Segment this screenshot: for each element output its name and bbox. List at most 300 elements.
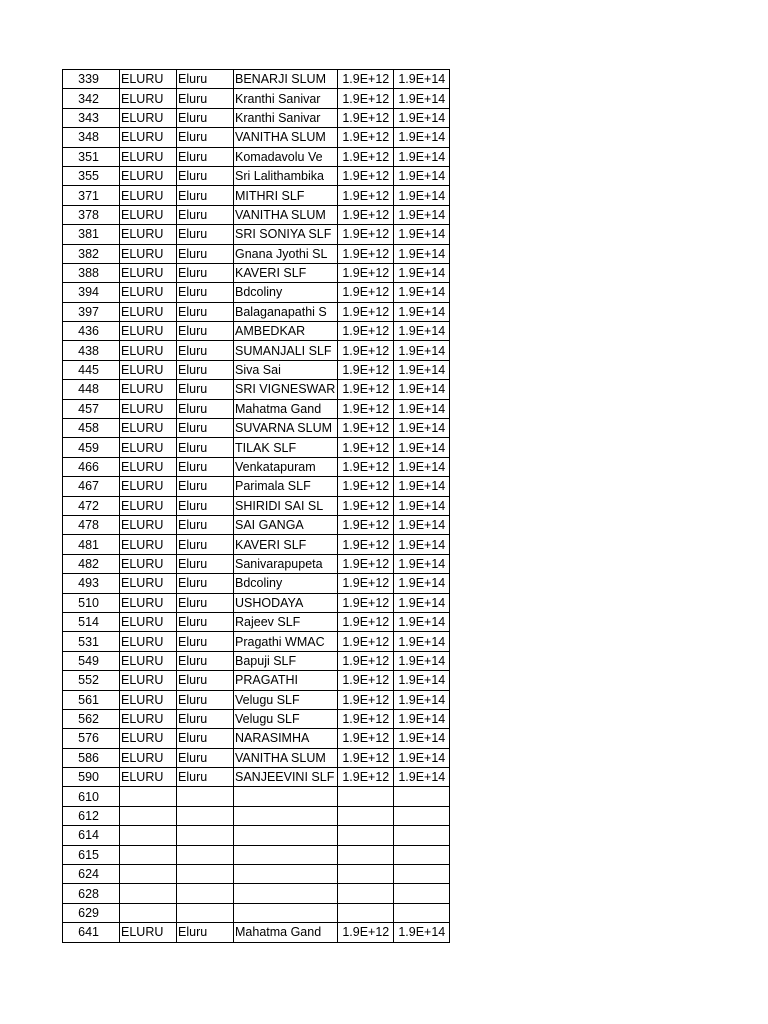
cell-mandal[interactable]: Eluru	[177, 147, 234, 166]
cell-value-2[interactable]: 1.9E+14	[394, 128, 450, 147]
cell-value-1[interactable]: 1.9E+12	[338, 574, 394, 593]
cell-value-1[interactable]: 1.9E+12	[338, 923, 394, 942]
cell-group-name[interactable]	[234, 865, 338, 884]
cell-group-name[interactable]: Pragathi WMAC	[234, 632, 338, 651]
cell-value-2[interactable]: 1.9E+14	[394, 244, 450, 263]
cell-value-1[interactable]: 1.9E+12	[338, 147, 394, 166]
cell-group-name[interactable]: SRI VIGNESWAR	[234, 380, 338, 399]
cell-id[interactable]: 590	[63, 768, 120, 787]
cell-value-1[interactable]: 1.9E+12	[338, 225, 394, 244]
cell-value-1[interactable]	[338, 826, 394, 845]
cell-value-2[interactable]: 1.9E+14	[394, 515, 450, 534]
cell-value-2[interactable]: 1.9E+14	[394, 302, 450, 321]
cell-value-1[interactable]: 1.9E+12	[338, 419, 394, 438]
cell-district[interactable]: ELURU	[120, 341, 177, 360]
cell-mandal[interactable]: Eluru	[177, 554, 234, 573]
cell-value-1[interactable]: 1.9E+12	[338, 186, 394, 205]
cell-group-name[interactable]: PRAGATHI	[234, 671, 338, 690]
cell-district[interactable]: ELURU	[120, 477, 177, 496]
cell-value-2[interactable]: 1.9E+14	[394, 632, 450, 651]
cell-id[interactable]: 378	[63, 205, 120, 224]
cell-value-2[interactable]	[394, 806, 450, 825]
cell-group-name[interactable]: KAVERI SLF	[234, 263, 338, 282]
cell-value-2[interactable]: 1.9E+14	[394, 322, 450, 341]
cell-value-2[interactable]: 1.9E+14	[394, 671, 450, 690]
cell-value-1[interactable]: 1.9E+12	[338, 593, 394, 612]
table-row	[63, 322, 450, 341]
cell-mandal[interactable]: Eluru	[177, 515, 234, 534]
cell-district[interactable]	[120, 845, 177, 864]
cell-id[interactable]: 549	[63, 651, 120, 670]
cell-mandal[interactable]	[177, 865, 234, 884]
cell-mandal[interactable]: Eluru	[177, 535, 234, 554]
cell-mandal[interactable]: Eluru	[177, 438, 234, 457]
cell-value-2[interactable]	[394, 865, 450, 884]
cell-value-2[interactable]	[394, 903, 450, 922]
cell-group-name[interactable]: SAI GANGA	[234, 515, 338, 534]
cell-value-2[interactable]: 1.9E+14	[394, 535, 450, 554]
table-row	[63, 205, 450, 224]
cell-group-name[interactable]: Kranthi Sanivar	[234, 89, 338, 108]
cell-id[interactable]: 482	[63, 554, 120, 573]
cell-group-name[interactable]: Kranthi Sanivar	[234, 108, 338, 127]
cell-mandal[interactable]: Eluru	[177, 574, 234, 593]
cell-group-name[interactable]: Balaganapathi S	[234, 302, 338, 321]
cell-value-2[interactable]: 1.9E+14	[394, 612, 450, 631]
cell-district[interactable]: ELURU	[120, 768, 177, 787]
cell-id[interactable]: 339	[63, 70, 120, 89]
cell-group-name[interactable]: VANITHA SLUM	[234, 128, 338, 147]
cell-group-name[interactable]: Bdcoliny	[234, 574, 338, 593]
cell-district[interactable]: ELURU	[120, 748, 177, 767]
cell-value-2[interactable]: 1.9E+14	[394, 457, 450, 476]
cell-mandal[interactable]: Eluru	[177, 748, 234, 767]
cell-id[interactable]: 348	[63, 128, 120, 147]
cell-id[interactable]: 629	[63, 903, 120, 922]
cell-id[interactable]: 343	[63, 108, 120, 127]
cell-mandal[interactable]: Eluru	[177, 225, 234, 244]
cell-value-1[interactable]: 1.9E+12	[338, 128, 394, 147]
cell-value-1[interactable]: 1.9E+12	[338, 632, 394, 651]
cell-value-2[interactable]: 1.9E+14	[394, 341, 450, 360]
cell-value-2[interactable]: 1.9E+14	[394, 923, 450, 942]
cell-district[interactable]	[120, 903, 177, 922]
cell-district[interactable]: ELURU	[120, 651, 177, 670]
cell-mandal[interactable]: Eluru	[177, 341, 234, 360]
table-row	[63, 89, 450, 108]
cell-id[interactable]: 342	[63, 89, 120, 108]
table-row	[63, 225, 450, 244]
cell-district[interactable]: ELURU	[120, 419, 177, 438]
cell-value-1[interactable]: 1.9E+12	[338, 477, 394, 496]
cell-id[interactable]: 457	[63, 399, 120, 418]
cell-value-1[interactable]: 1.9E+12	[338, 496, 394, 515]
cell-mandal[interactable]: Eluru	[177, 322, 234, 341]
cell-id[interactable]: 614	[63, 826, 120, 845]
cell-id[interactable]: 445	[63, 360, 120, 379]
cell-id[interactable]: 610	[63, 787, 120, 806]
cell-value-1[interactable]: 1.9E+12	[338, 535, 394, 554]
cell-value-2[interactable]: 1.9E+14	[394, 225, 450, 244]
cell-district[interactable]: ELURU	[120, 89, 177, 108]
cell-mandal[interactable]: Eluru	[177, 360, 234, 379]
cell-mandal[interactable]	[177, 787, 234, 806]
cell-id[interactable]: 466	[63, 457, 120, 476]
cell-district[interactable]: ELURU	[120, 632, 177, 651]
cell-group-name[interactable]: Velugu SLF	[234, 709, 338, 728]
cell-value-1[interactable]: 1.9E+12	[338, 205, 394, 224]
cell-district[interactable]: ELURU	[120, 380, 177, 399]
cell-value-2[interactable]: 1.9E+14	[394, 89, 450, 108]
cell-value-2[interactable]: 1.9E+14	[394, 147, 450, 166]
cell-group-name[interactable]: SRI SONIYA SLF	[234, 225, 338, 244]
cell-group-name[interactable]: Venkatapuram	[234, 457, 338, 476]
cell-value-1[interactable]: 1.9E+12	[338, 166, 394, 185]
cell-group-name[interactable]: Rajeev SLF	[234, 612, 338, 631]
cell-district[interactable]: ELURU	[120, 205, 177, 224]
cell-id[interactable]: 448	[63, 380, 120, 399]
cell-value-1[interactable]	[338, 806, 394, 825]
cell-id[interactable]: 458	[63, 419, 120, 438]
cell-value-1[interactable]: 1.9E+12	[338, 108, 394, 127]
cell-value-2[interactable]: 1.9E+14	[394, 438, 450, 457]
cell-group-name[interactable]: Velugu SLF	[234, 690, 338, 709]
cell-mandal[interactable]: Eluru	[177, 593, 234, 612]
table-row	[63, 515, 450, 534]
cell-id[interactable]: 459	[63, 438, 120, 457]
table-row	[63, 341, 450, 360]
cell-group-name[interactable]: Komadavolu Ve	[234, 147, 338, 166]
cell-group-name[interactable]: Mahatma Gand	[234, 399, 338, 418]
cell-id[interactable]: 438	[63, 341, 120, 360]
cell-id[interactable]: 397	[63, 302, 120, 321]
cell-value-1[interactable]: 1.9E+12	[338, 89, 394, 108]
cell-mandal[interactable]: Eluru	[177, 166, 234, 185]
cell-id[interactable]: 576	[63, 729, 120, 748]
cell-id[interactable]: 382	[63, 244, 120, 263]
cell-id[interactable]: 628	[63, 884, 120, 903]
table-row	[63, 612, 450, 631]
cell-district[interactable]: ELURU	[120, 671, 177, 690]
cell-value-1[interactable]	[338, 845, 394, 864]
cell-value-1[interactable]: 1.9E+12	[338, 322, 394, 341]
cell-id[interactable]: 562	[63, 709, 120, 728]
table-row	[63, 186, 450, 205]
cell-group-name[interactable]: SHIRIDI SAI SL	[234, 496, 338, 515]
cell-group-name[interactable]: Bapuji SLF	[234, 651, 338, 670]
cell-district[interactable]: ELURU	[120, 322, 177, 341]
cell-mandal[interactable]: Eluru	[177, 283, 234, 302]
cell-group-name[interactable]: KAVERI SLF	[234, 535, 338, 554]
cell-district[interactable]: ELURU	[120, 574, 177, 593]
cell-value-2[interactable]: 1.9E+14	[394, 186, 450, 205]
cell-district[interactable]: ELURU	[120, 147, 177, 166]
cell-id[interactable]: 371	[63, 186, 120, 205]
cell-value-2[interactable]	[394, 826, 450, 845]
cell-value-1[interactable]: 1.9E+12	[338, 748, 394, 767]
table-row	[63, 108, 450, 127]
cell-mandal[interactable]: Eluru	[177, 477, 234, 496]
cell-value-2[interactable]: 1.9E+14	[394, 263, 450, 282]
cell-id[interactable]: 531	[63, 632, 120, 651]
cell-value-1[interactable]	[338, 865, 394, 884]
cell-id[interactable]: 351	[63, 147, 120, 166]
cell-mandal[interactable]: Eluru	[177, 380, 234, 399]
cell-value-2[interactable]: 1.9E+14	[394, 690, 450, 709]
cell-id[interactable]: 436	[63, 322, 120, 341]
cell-group-name[interactable]	[234, 787, 338, 806]
cell-group-name[interactable]: SANJEEVINI SLF	[234, 768, 338, 787]
cell-district[interactable]	[120, 865, 177, 884]
cell-group-name[interactable]: SUVARNA SLUM	[234, 419, 338, 438]
cell-mandal[interactable]	[177, 903, 234, 922]
cell-district[interactable]: ELURU	[120, 729, 177, 748]
cell-value-1[interactable]	[338, 787, 394, 806]
table-row	[63, 438, 450, 457]
cell-id[interactable]: 381	[63, 225, 120, 244]
cell-value-2[interactable]: 1.9E+14	[394, 768, 450, 787]
cell-group-name[interactable]: VANITHA SLUM	[234, 748, 338, 767]
cell-group-name[interactable]: SUMANJALI SLF	[234, 341, 338, 360]
cell-value-1[interactable]	[338, 903, 394, 922]
cell-mandal[interactable]: Eluru	[177, 923, 234, 942]
cell-group-name[interactable]: AMBEDKAR	[234, 322, 338, 341]
cell-mandal[interactable]: Eluru	[177, 419, 234, 438]
cell-district[interactable]: ELURU	[120, 263, 177, 282]
cell-mandal[interactable]: Eluru	[177, 70, 234, 89]
cell-mandal[interactable]: Eluru	[177, 186, 234, 205]
table-row	[63, 748, 450, 767]
cell-value-1[interactable]: 1.9E+12	[338, 283, 394, 302]
cell-id[interactable]: 612	[63, 806, 120, 825]
table-row	[63, 806, 450, 825]
cell-mandal[interactable]: Eluru	[177, 768, 234, 787]
cell-value-2[interactable]: 1.9E+14	[394, 574, 450, 593]
cell-id[interactable]: 624	[63, 865, 120, 884]
cell-mandal[interactable]: Eluru	[177, 496, 234, 515]
cell-group-name[interactable]: Parimala SLF	[234, 477, 338, 496]
cell-mandal[interactable]: Eluru	[177, 690, 234, 709]
table-row	[63, 884, 450, 903]
cell-value-1[interactable]: 1.9E+12	[338, 70, 394, 89]
cell-id[interactable]: 472	[63, 496, 120, 515]
cell-id[interactable]: 394	[63, 283, 120, 302]
cell-value-1[interactable]: 1.9E+12	[338, 612, 394, 631]
cell-district[interactable]: ELURU	[120, 399, 177, 418]
cell-mandal[interactable]: Eluru	[177, 263, 234, 282]
cell-id[interactable]: 641	[63, 923, 120, 942]
table-row	[63, 729, 450, 748]
cell-mandal[interactable]: Eluru	[177, 651, 234, 670]
cell-id[interactable]: 552	[63, 671, 120, 690]
cell-value-1[interactable]: 1.9E+12	[338, 399, 394, 418]
cell-mandal[interactable]: Eluru	[177, 128, 234, 147]
cell-mandal[interactable]: Eluru	[177, 89, 234, 108]
cell-mandal[interactable]: Eluru	[177, 632, 234, 651]
cell-group-name[interactable]: VANITHA SLUM	[234, 205, 338, 224]
cell-value-2[interactable]: 1.9E+14	[394, 709, 450, 728]
cell-district[interactable]: ELURU	[120, 360, 177, 379]
cell-group-name[interactable]	[234, 845, 338, 864]
cell-id[interactable]: 615	[63, 845, 120, 864]
cell-value-1[interactable]	[338, 884, 394, 903]
cell-id[interactable]: 388	[63, 263, 120, 282]
cell-group-name[interactable]: Mahatma Gand	[234, 923, 338, 942]
cell-district[interactable]: ELURU	[120, 186, 177, 205]
cell-mandal[interactable]: Eluru	[177, 671, 234, 690]
table-row	[63, 419, 450, 438]
cell-value-2[interactable]: 1.9E+14	[394, 554, 450, 573]
cell-group-name[interactable]: USHODAYA	[234, 593, 338, 612]
cell-value-2[interactable]: 1.9E+14	[394, 70, 450, 89]
cell-district[interactable]: ELURU	[120, 709, 177, 728]
cell-id[interactable]: 481	[63, 535, 120, 554]
cell-group-name[interactable]	[234, 903, 338, 922]
cell-group-name[interactable]	[234, 884, 338, 903]
cell-id[interactable]: 493	[63, 574, 120, 593]
cell-group-name[interactable]: Sanivarapupeta	[234, 554, 338, 573]
table-row	[63, 70, 450, 89]
cell-value-2[interactable]	[394, 845, 450, 864]
cell-district[interactable]: ELURU	[120, 128, 177, 147]
cell-value-2[interactable]: 1.9E+14	[394, 496, 450, 515]
cell-value-1[interactable]: 1.9E+12	[338, 671, 394, 690]
cell-district[interactable]: ELURU	[120, 70, 177, 89]
cell-group-name[interactable]: NARASIMHA	[234, 729, 338, 748]
cell-group-name[interactable]: TILAK SLF	[234, 438, 338, 457]
cell-mandal[interactable]	[177, 806, 234, 825]
spreadsheet-table	[62, 69, 450, 943]
cell-value-2[interactable]: 1.9E+14	[394, 380, 450, 399]
cell-value-1[interactable]: 1.9E+12	[338, 709, 394, 728]
table-row	[63, 128, 450, 147]
cell-district[interactable]: ELURU	[120, 593, 177, 612]
cell-id[interactable]: 355	[63, 166, 120, 185]
cell-value-2[interactable]: 1.9E+14	[394, 399, 450, 418]
cell-value-2[interactable]: 1.9E+14	[394, 748, 450, 767]
cell-district[interactable]: ELURU	[120, 496, 177, 515]
cell-district[interactable]	[120, 884, 177, 903]
cell-mandal[interactable]: Eluru	[177, 612, 234, 631]
cell-district[interactable]: ELURU	[120, 225, 177, 244]
table-row	[63, 826, 450, 845]
cell-value-2[interactable]: 1.9E+14	[394, 729, 450, 748]
cell-mandal[interactable]: Eluru	[177, 399, 234, 418]
cell-mandal[interactable]: Eluru	[177, 108, 234, 127]
cell-district[interactable]: ELURU	[120, 690, 177, 709]
cell-value-1[interactable]: 1.9E+12	[338, 729, 394, 748]
table-row	[63, 535, 450, 554]
cell-value-2[interactable]: 1.9E+14	[394, 477, 450, 496]
cell-value-1[interactable]: 1.9E+12	[338, 651, 394, 670]
cell-value-1[interactable]: 1.9E+12	[338, 768, 394, 787]
table-row	[63, 690, 450, 709]
table-row	[63, 554, 450, 573]
cell-value-2[interactable]: 1.9E+14	[394, 593, 450, 612]
cell-value-1[interactable]: 1.9E+12	[338, 263, 394, 282]
cell-district[interactable]: ELURU	[120, 612, 177, 631]
cell-mandal[interactable]: Eluru	[177, 709, 234, 728]
cell-value-2[interactable]: 1.9E+14	[394, 360, 450, 379]
cell-mandal[interactable]: Eluru	[177, 457, 234, 476]
cell-value-1[interactable]: 1.9E+12	[338, 341, 394, 360]
cell-id[interactable]: 514	[63, 612, 120, 631]
cell-value-2[interactable]: 1.9E+14	[394, 651, 450, 670]
table-row	[63, 147, 450, 166]
cell-district[interactable]: ELURU	[120, 535, 177, 554]
cell-district[interactable]: ELURU	[120, 166, 177, 185]
cell-district[interactable]	[120, 787, 177, 806]
cell-district[interactable]: ELURU	[120, 554, 177, 573]
cell-mandal[interactable]	[177, 826, 234, 845]
cell-group-name[interactable]: Siva Sai	[234, 360, 338, 379]
table-row	[63, 399, 450, 418]
cell-value-2[interactable]: 1.9E+14	[394, 419, 450, 438]
table-row	[63, 477, 450, 496]
cell-district[interactable]: ELURU	[120, 283, 177, 302]
cell-value-2[interactable]: 1.9E+14	[394, 205, 450, 224]
cell-value-2[interactable]	[394, 787, 450, 806]
table-row	[63, 845, 450, 864]
cell-group-name[interactable]: Bdcoliny	[234, 283, 338, 302]
cell-mandal[interactable]: Eluru	[177, 244, 234, 263]
cell-value-1[interactable]: 1.9E+12	[338, 438, 394, 457]
cell-id[interactable]: 478	[63, 515, 120, 534]
cell-value-1[interactable]: 1.9E+12	[338, 515, 394, 534]
cell-district[interactable]: ELURU	[120, 923, 177, 942]
cell-district[interactable]	[120, 826, 177, 845]
table-row	[63, 457, 450, 476]
cell-value-2[interactable]: 1.9E+14	[394, 166, 450, 185]
cell-value-1[interactable]: 1.9E+12	[338, 380, 394, 399]
cell-district[interactable]	[120, 806, 177, 825]
cell-mandal[interactable]: Eluru	[177, 205, 234, 224]
cell-value-2[interactable]: 1.9E+14	[394, 283, 450, 302]
cell-id[interactable]: 510	[63, 593, 120, 612]
table-row	[63, 574, 450, 593]
cell-group-name[interactable]	[234, 826, 338, 845]
cell-district[interactable]: ELURU	[120, 457, 177, 476]
table-row	[63, 360, 450, 379]
cell-value-1[interactable]: 1.9E+12	[338, 457, 394, 476]
cell-value-1[interactable]: 1.9E+12	[338, 360, 394, 379]
cell-mandal[interactable]	[177, 884, 234, 903]
cell-id[interactable]: 467	[63, 477, 120, 496]
cell-value-2[interactable]	[394, 884, 450, 903]
cell-id[interactable]: 586	[63, 748, 120, 767]
cell-value-1[interactable]: 1.9E+12	[338, 690, 394, 709]
cell-group-name[interactable]	[234, 806, 338, 825]
table-row	[63, 903, 450, 922]
cell-group-name[interactable]: MITHRI SLF	[234, 186, 338, 205]
cell-district[interactable]: ELURU	[120, 302, 177, 321]
cell-district[interactable]: ELURU	[120, 108, 177, 127]
cell-mandal[interactable]: Eluru	[177, 302, 234, 321]
cell-mandal[interactable]	[177, 845, 234, 864]
cell-group-name[interactable]: BENARJI SLUM	[234, 70, 338, 89]
cell-value-1[interactable]: 1.9E+12	[338, 554, 394, 573]
cell-district[interactable]: ELURU	[120, 515, 177, 534]
cell-district[interactable]: ELURU	[120, 244, 177, 263]
cell-value-1[interactable]: 1.9E+12	[338, 244, 394, 263]
cell-mandal[interactable]: Eluru	[177, 729, 234, 748]
cell-value-1[interactable]: 1.9E+12	[338, 302, 394, 321]
cell-district[interactable]: ELURU	[120, 438, 177, 457]
cell-group-name[interactable]: Sri Lalithambika	[234, 166, 338, 185]
cell-value-2[interactable]: 1.9E+14	[394, 108, 450, 127]
cell-id[interactable]: 561	[63, 690, 120, 709]
cell-group-name[interactable]: Gnana Jyothi SL	[234, 244, 338, 263]
